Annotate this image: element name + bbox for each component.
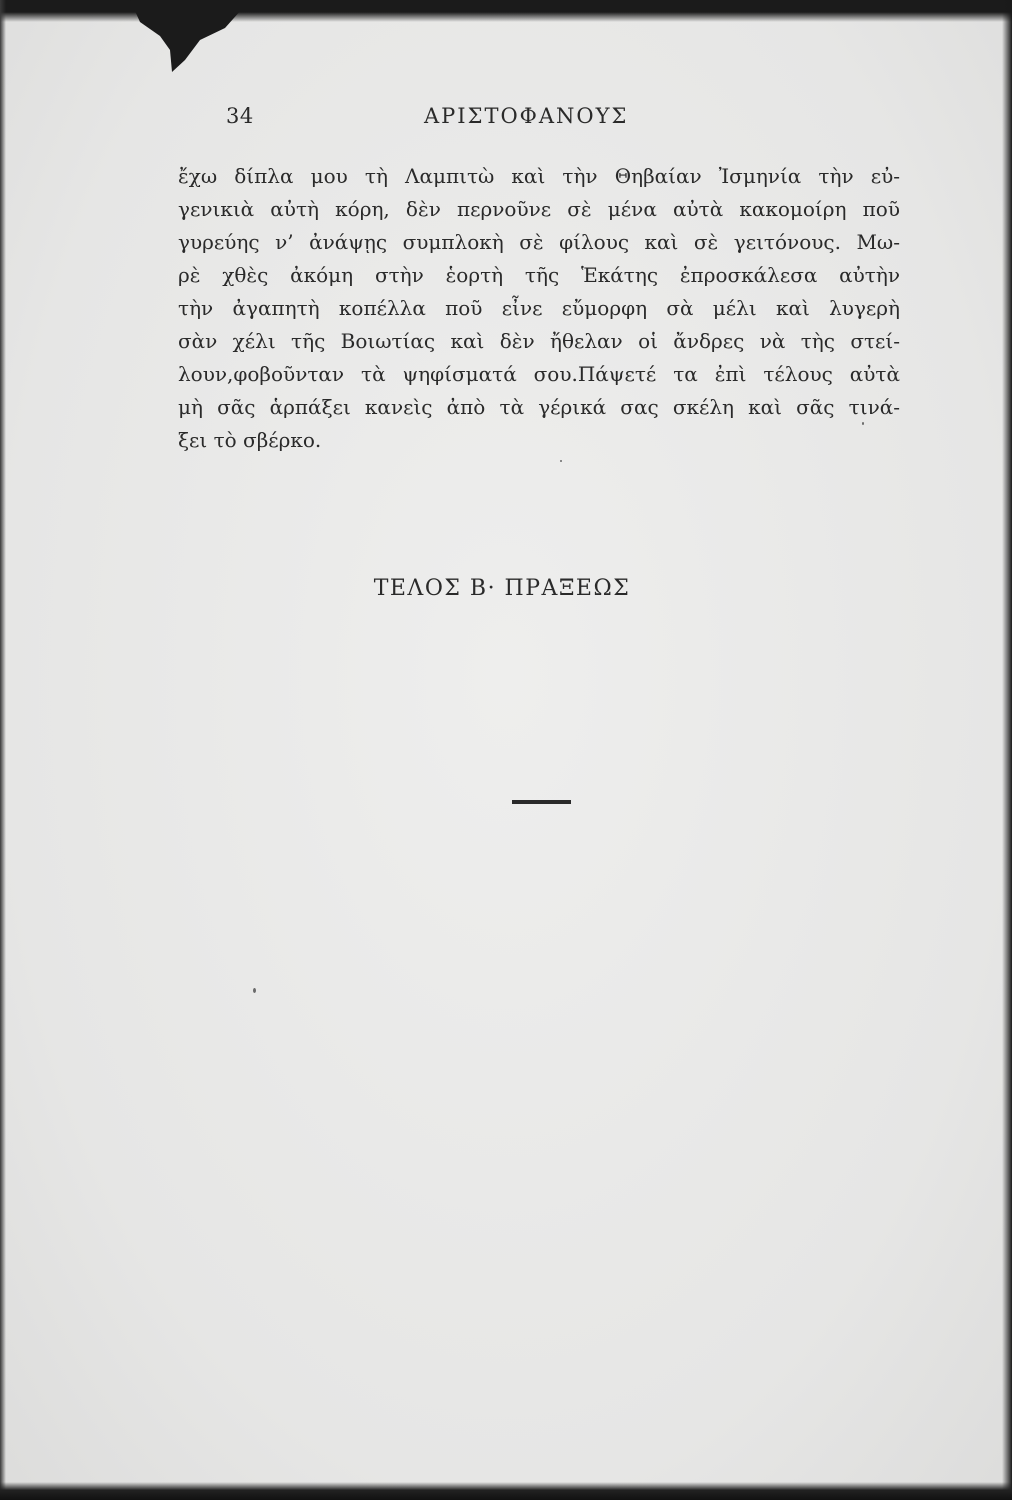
page-header — [0, 104, 1012, 134]
scan-right-edge — [1002, 0, 1012, 1500]
ink-speck — [253, 988, 256, 993]
act-end-heading — [0, 576, 1012, 601]
body-paragraph — [178, 160, 900, 457]
text-line: σὰν χέλι τῆς Βοιωτίας καὶ δὲν ἤθελαν οἱ ἄνδρες νὰ τὴς στεί- — [178, 329, 900, 353]
text-line: μὴ σᾶς ἁρπάξει κανεὶς ἀπὸ τὰ γέρικά σας σκέλη καὶ σᾶς τινά- — [178, 395, 900, 419]
page-number: 34 — [226, 104, 254, 128]
text-line: γενικιὰ αὐτὴ κόρη, δὲν περνοῦνε σὲ μένα αὐτὰ κακομοίρη ποῦ — [178, 197, 900, 221]
text-line: ρὲ χθὲς ἀκόμη στὴν ἑορτὴ τῆς Ἑκάτης ἐπροσκάλεσα αὐτὴν — [178, 263, 900, 287]
text-line: ἔχω δίπλα μου τὴ Λαμπιτὼ καὶ τὴν Θηβαίαν Ἰσμηνία τὴν εὐ- — [178, 164, 900, 188]
act-end-label: ΤΕΛΟΣ Β· ΠΡΑΞΕΩΣ — [373, 576, 631, 601]
text-line: γυρεύης ν’ ἀνάψῃς συμπλοκὴ σὲ φίλους καὶ σὲ γειτόνους. Μω- — [178, 230, 900, 254]
ink-speck — [560, 460, 562, 462]
text-line: ξει τὸ σβέρκο. — [178, 428, 322, 452]
running-title: ΑΡΙΣΤΟΦΑΝΟΥΣ — [424, 104, 629, 128]
scan-left-edge — [0, 0, 6, 1500]
end-rule — [512, 800, 571, 804]
scan-bottom-edge — [0, 1482, 1012, 1500]
scan-tear-mark — [130, 0, 250, 80]
ink-speck — [862, 422, 864, 425]
text-line: λουν,φοβοῦνταν τὰ ψηφίσματά σου.Πάψετέ τα ἐπὶ τέλους αὐτὰ — [178, 362, 900, 386]
text-line: τὴν ἀγαπητὴ κοπέλλα ποῦ εἶνε εὔμορφη σὰ μέλι καὶ λυγερὴ — [178, 296, 900, 320]
